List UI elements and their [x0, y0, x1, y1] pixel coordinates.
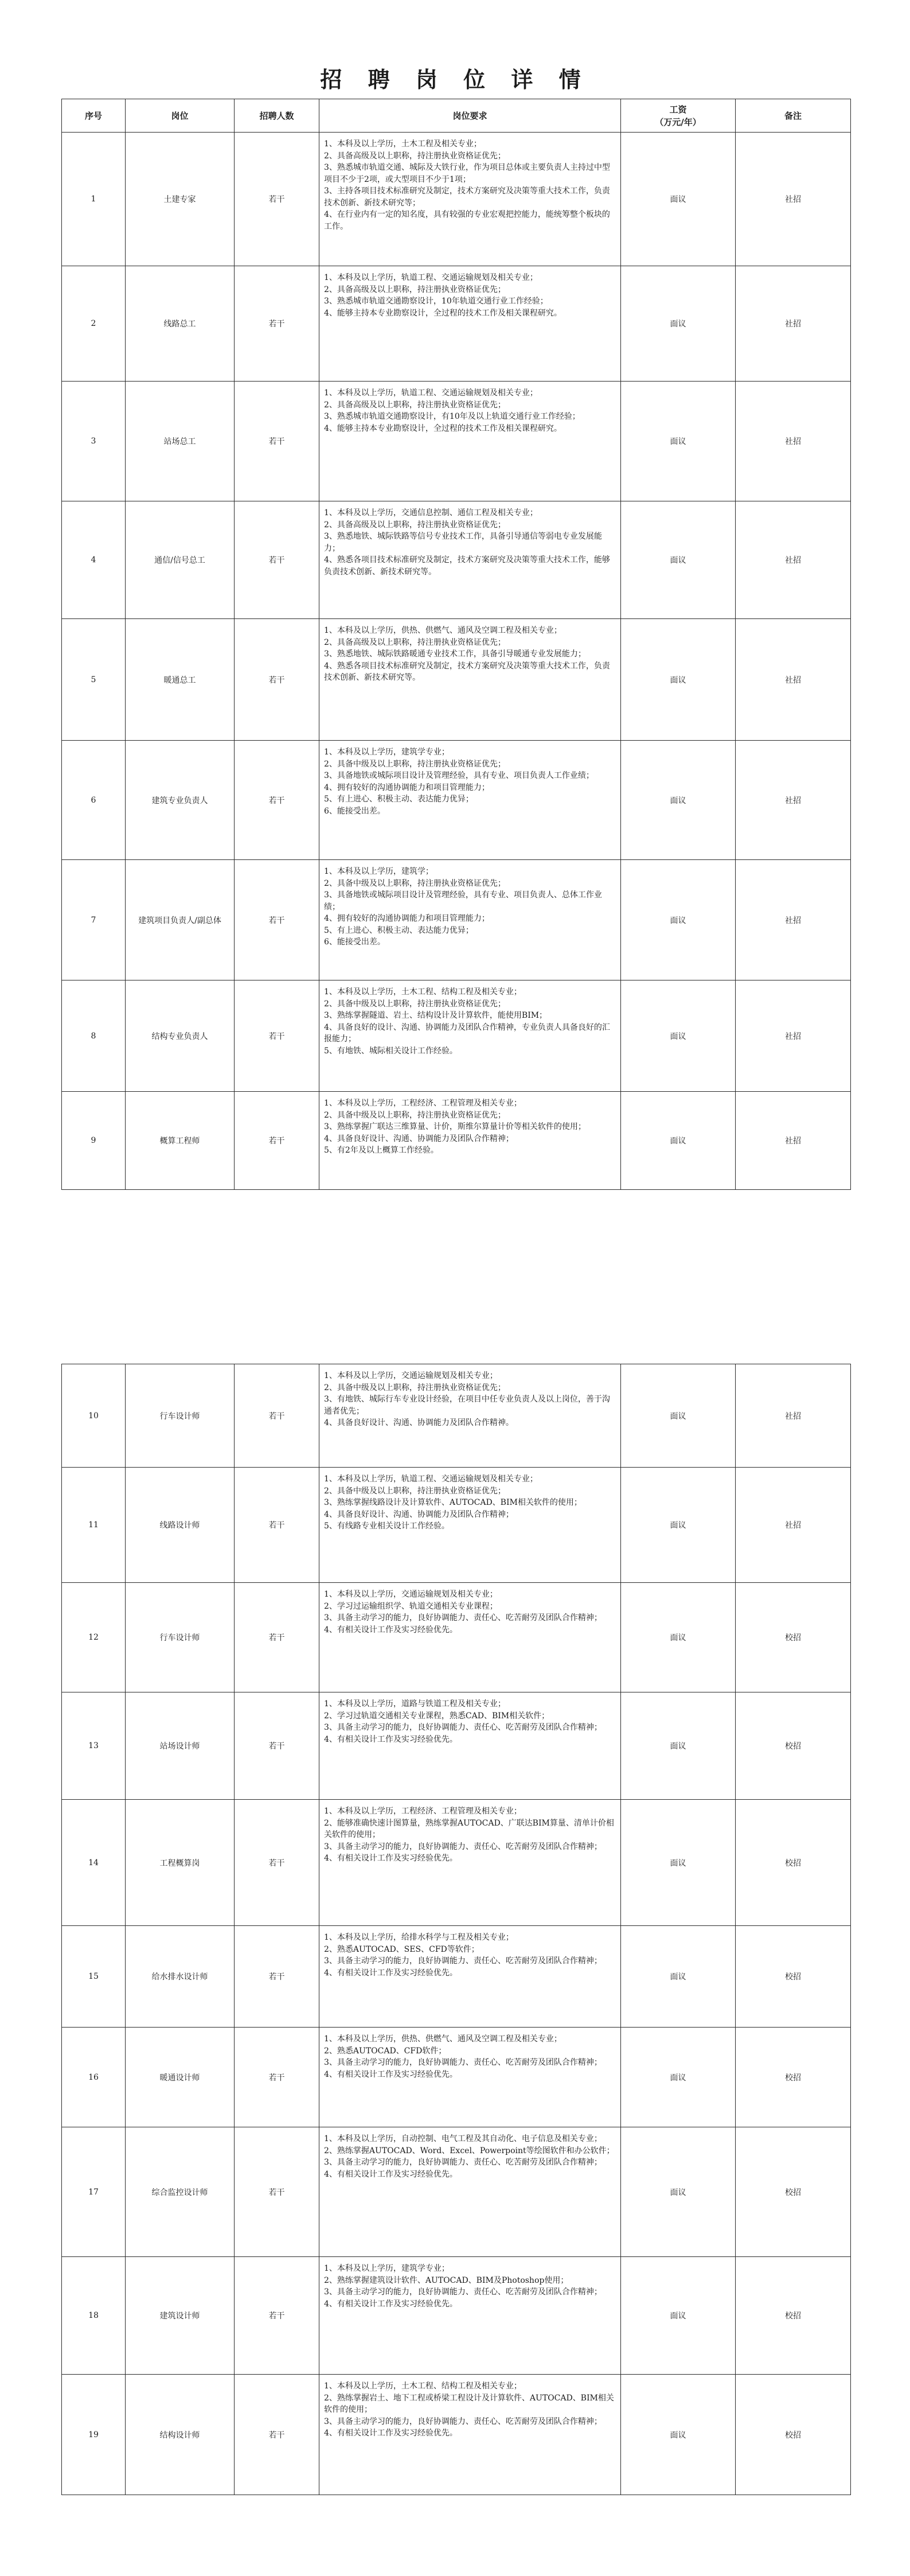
table-row [62, 266, 851, 382]
note: 校招 [736, 1926, 851, 2028]
requirement-line: 3、具备地铁或城际项目设计及管理经验，具有专业、项目负责人工作业绩； [324, 771, 594, 780]
post-name: 线路总工 [126, 266, 235, 382]
note: 校招 [736, 2257, 851, 2375]
requirement-line: 1、本科及以上学历，轨道工程、交通运输规划及相关专业； [324, 273, 538, 282]
table-row [62, 860, 851, 980]
requirement-line: 1、本科及以上学历，建筑学专业； [324, 748, 450, 757]
row-number: 19 [62, 2375, 126, 2495]
requirement-line: 1、本科及以上学历，土木工程、结构工程及相关专业； [324, 2382, 522, 2391]
hiring-count: 若干 [235, 1092, 319, 1190]
header-count: 招聘人数 [235, 99, 319, 133]
post-name: 概算工程师 [126, 1092, 235, 1190]
post-name: 暖通设计师 [126, 2028, 235, 2127]
requirement-line: 2、具备高级及以上职称，持注册执业资格证优先； [324, 520, 506, 530]
table-row [62, 1092, 851, 1190]
requirement-line: 1、本科及以上学历，土木工程及相关专业； [324, 139, 482, 149]
requirement-line: 2、具备高级及以上职称，持注册执业资格证优先； [324, 637, 506, 647]
hiring-count: 若干 [235, 382, 319, 501]
post-name: 结构专业负责人 [126, 980, 235, 1092]
table-row [62, 1583, 851, 1692]
requirement-line: 3、熟悉城市轨道交通勘察设计，有10年及以上轨道交通行业工作经验； [324, 412, 580, 421]
requirement-line: 1、本科及以上学历，工程经济、工程管理及相关专业； [324, 1099, 522, 1108]
requirement-line: 4、有相关设计工作及实习经验优先。 [324, 1968, 458, 1978]
salary: 面议 [621, 2375, 736, 2495]
table-row [62, 2127, 851, 2257]
hiring-count: 若干 [235, 1692, 319, 1800]
note: 社招 [736, 266, 851, 382]
requirement-line: 3、熟练掌握隧道、岩土、结构设计及计算软件，能使用BIM； [324, 1011, 548, 1020]
requirements-cell [319, 501, 621, 619]
row-number: 15 [62, 1926, 126, 2028]
hiring-count: 若干 [235, 1468, 319, 1583]
requirement-line: 6、能接受出差。 [324, 806, 385, 816]
table-row [62, 741, 851, 860]
requirement-line: 1、本科及以上学历，交通运输规划及相关专业； [324, 1590, 498, 1599]
hiring-count: 若干 [235, 980, 319, 1092]
row-number: 5 [62, 619, 126, 741]
salary: 面议 [621, 266, 736, 382]
requirement-line: 4、有相关设计工作及实习经验优先。 [324, 1734, 458, 1744]
jobs-table-part-1 [61, 99, 851, 1190]
requirements-cell [319, 1583, 621, 1692]
row-number: 9 [62, 1092, 126, 1190]
salary: 面议 [621, 2257, 736, 2375]
row-number: 2 [62, 266, 126, 382]
header-post: 岗位 [126, 99, 235, 133]
hiring-count: 若干 [235, 1364, 319, 1468]
requirements-cell [319, 980, 621, 1092]
hiring-count: 若干 [235, 1583, 319, 1692]
requirements-cell [319, 1092, 621, 1190]
post-name: 暖通总工 [126, 619, 235, 741]
row-number: 14 [62, 1800, 126, 1926]
requirement-line: 3、熟悉城市轨道交通、城际及大铁行业，作为项目总体或主要负责人主持过中型项目不少于2项，或大型项目不少于1项； [324, 163, 610, 184]
header-note: 备注 [736, 99, 851, 133]
header-no: 序号 [62, 99, 126, 133]
post-name: 建筑设计师 [126, 2257, 235, 2375]
requirement-line: 4、有相关设计工作及实习经验优先。 [324, 2299, 458, 2309]
salary: 面议 [621, 860, 736, 980]
salary: 面议 [621, 619, 736, 741]
requirement-line: 2、具备中级及以上职称，持注册执业资格证优先； [324, 759, 506, 769]
requirement-line: 2、具备高级及以上职称，持注册执业资格证优先； [324, 285, 506, 294]
table-row [62, 501, 851, 619]
table-row [62, 1364, 851, 1468]
row-number: 6 [62, 741, 126, 860]
requirement-line: 1、本科及以上学历，供热、供燃气、通风及空调工程及相关专业； [324, 626, 562, 635]
hiring-count: 若干 [235, 2375, 319, 2495]
note: 社招 [736, 1092, 851, 1190]
salary: 面议 [621, 382, 736, 501]
note: 校招 [736, 1800, 851, 1926]
requirement-line: 3、熟练掌握广联达三维算量、计价，斯维尔算量计价等相关软件的使用； [324, 1122, 586, 1131]
salary: 面议 [621, 741, 736, 860]
requirements-cell [319, 619, 621, 741]
row-number: 13 [62, 1692, 126, 1800]
post-name: 站场总工 [126, 382, 235, 501]
requirement-line: 5、有上进心、积极主动、表达能力优异； [324, 795, 474, 804]
requirement-line: 2、具备中级及以上职称，持注册执业资格证优先； [324, 1383, 506, 1392]
requirement-line: 1、本科及以上学历，交通信息控制、通信工程及相关专业； [324, 508, 538, 517]
requirement-line: 3、熟练掌握线路设计及计算软件、AUTOCAD、BIM相关软件的使用； [324, 1498, 582, 1507]
row-number: 18 [62, 2257, 126, 2375]
table-row [62, 1692, 851, 1800]
requirement-line: 4、具备良好设计、沟通、协调能力及团队合作精神； [324, 1509, 514, 1519]
table-row [62, 2028, 851, 2127]
salary: 面议 [621, 501, 736, 619]
salary: 面议 [621, 133, 736, 266]
requirement-line: 2、熟悉AUTOCAD、SES、CFD等软件； [324, 1944, 479, 1954]
requirement-line: 4、熟悉各项目技术标准研究及制定，技术方案研究及决策等重大技术工作，负责技术创新、新技术研究等。 [324, 661, 610, 682]
note: 社招 [736, 1468, 851, 1583]
salary: 面议 [621, 1800, 736, 1926]
row-number: 17 [62, 2127, 126, 2257]
table-row [62, 133, 851, 266]
requirement-line: 1、本科及以上学历，道路与铁道工程及相关专业； [324, 1699, 506, 1709]
note: 社招 [736, 619, 851, 741]
row-number: 16 [62, 2028, 126, 2127]
note: 社招 [736, 382, 851, 501]
row-number: 4 [62, 501, 126, 619]
requirements-cell [319, 266, 621, 382]
requirement-line: 4、在行业内有一定的知名度，具有较强的专业宏观把控能力，能统筹整个板块的工作。 [324, 210, 610, 231]
requirement-line: 1、本科及以上学历，交通运输规划及相关专业； [324, 1371, 498, 1380]
requirement-line: 3、具备主动学习的能力，良好协调能力、责任心、吃苦耐劳及团队合作精神； [324, 1842, 602, 1851]
hiring-count: 若干 [235, 501, 319, 619]
requirement-line: 3、熟悉城市轨道交通勘察设计，10年轨道交通行业工作经验； [324, 297, 548, 306]
requirements-cell [319, 1468, 621, 1583]
requirements-cell [319, 382, 621, 501]
note: 社招 [736, 980, 851, 1092]
table-row [62, 980, 851, 1092]
requirement-line: 3、熟悉地铁、城际铁路暖通专业技术工作，具备引导暖通专业发展能力； [324, 649, 586, 659]
requirement-line: 1、本科及以上学历，轨道工程、交通运输规划及相关专业； [324, 388, 538, 398]
requirement-line: 3、有地铁、城际行车专业设计经验，在项目中任专业负责人及以上岗位，善于沟通者优先； [324, 1395, 610, 1416]
requirement-line: 4、具备良好设计、沟通、协调能力及团队合作精神。 [324, 1418, 514, 1427]
requirements-cell [319, 2257, 621, 2375]
row-number: 8 [62, 980, 126, 1092]
note: 校招 [736, 1692, 851, 1800]
note: 社招 [736, 860, 851, 980]
requirement-line: 4、有相关设计工作及实习经验优先。 [324, 2069, 458, 2079]
requirement-line: 2、学习过轨道交通相关专业课程，熟悉CAD、BIM相关软件； [324, 1711, 550, 1721]
table-row [62, 2375, 851, 2495]
note: 校招 [736, 2375, 851, 2495]
salary: 面议 [621, 1692, 736, 1800]
requirement-line: 2、具备高级及以上职称，持注册执业资格证优先； [324, 400, 506, 410]
requirement-line: 4、具备良好设计、沟通、协调能力及团队合作精神； [324, 1134, 514, 1143]
requirement-line: 3、具备主动学习的能力，良好协调能力、责任心、吃苦耐劳及团队合作精神； [324, 2158, 602, 2167]
requirement-line: 3、具备主动学习的能力，良好协调能力、责任心、吃苦耐劳及团队合作精神； [324, 2417, 602, 2426]
row-number: 11 [62, 1468, 126, 1583]
header-requirements: 岗位要求 [319, 99, 621, 133]
requirements-cell [319, 1692, 621, 1800]
hiring-count: 若干 [235, 2257, 319, 2375]
hiring-count: 若干 [235, 2127, 319, 2257]
post-name: 建筑项目负责人/副总体 [126, 860, 235, 980]
hiring-count: 若干 [235, 619, 319, 741]
requirements-cell [319, 860, 621, 980]
post-name: 土建专家 [126, 133, 235, 266]
post-name: 线路设计师 [126, 1468, 235, 1583]
post-name: 站场设计师 [126, 1692, 235, 1800]
table-row [62, 1800, 851, 1926]
requirements-cell [319, 741, 621, 860]
post-name: 结构设计师 [126, 2375, 235, 2495]
requirement-line: 2、熟悉AUTOCAD、CFD软件； [324, 2046, 447, 2056]
requirement-line: 1、本科及以上学历，自动控制、电气工程及其自动化、电子信息及相关专业； [324, 2134, 602, 2143]
requirement-line: 1、本科及以上学历，供热、供燃气、通风及空调工程及相关专业； [324, 2034, 562, 2044]
salary: 面议 [621, 1468, 736, 1583]
requirements-cell [319, 2127, 621, 2257]
note: 校招 [736, 2028, 851, 2127]
note: 社招 [736, 501, 851, 619]
requirement-line: 5、有线路专业相关设计工作经验。 [324, 1522, 450, 1531]
requirement-line: 5、有2年及以上概算工作经验。 [324, 1146, 439, 1155]
post-name: 建筑专业负责人 [126, 741, 235, 860]
requirement-line: 2、具备中级及以上职称，持注册执业资格证优先； [324, 1486, 506, 1496]
hiring-count: 若干 [235, 1926, 319, 2028]
requirement-line: 3、具备主动学习的能力，良好协调能力、责任心、吃苦耐劳及团队合作精神； [324, 2058, 602, 2067]
post-name: 综合监控设计师 [126, 2127, 235, 2257]
row-number: 3 [62, 382, 126, 501]
hiring-count: 若干 [235, 860, 319, 980]
requirements-cell [319, 1800, 621, 1926]
requirement-line: 4、有相关设计工作及实习经验优先。 [324, 2169, 458, 2179]
requirement-line: 1、本科及以上学历，建筑学； [324, 867, 433, 876]
requirement-line: 6、能接受出差。 [324, 937, 385, 947]
requirement-line: 3、具备主动学习的能力，良好协调能力、责任心、吃苦耐劳及团队合作精神； [324, 1723, 602, 1732]
requirement-line: 2、熟练掌握岩土、地下工程或桥梁工程设计及计算软件、AUTOCAD、BIM相关软件的使用； [324, 2393, 614, 2414]
requirement-line: 2、学习过运输组织学、轨道交通相关专业课程； [324, 1601, 498, 1611]
hiring-count: 若干 [235, 266, 319, 382]
page-title: 招 聘 岗 位 详 情 [320, 67, 590, 92]
requirement-line: 4、能够主持本专业勘察设计，全过程的技术工作及相关课程研究。 [324, 308, 562, 318]
requirement-line: 2、能够准确快速计图算量，熟练掌握AUTOCAD、广联达BIM算量、清单计价相关软件的使用； [324, 1818, 614, 1839]
requirement-line: 2、具备中级及以上职称，持注册执业资格证优先； [324, 1110, 506, 1120]
salary: 面议 [621, 1926, 736, 2028]
table-row [62, 619, 851, 741]
requirement-line: 3、具备地铁或城际项目设计及管理经验，具有专业、项目负责人、总体工作业绩； [324, 890, 602, 912]
table-row [62, 1926, 851, 2028]
requirement-line: 3、主持各项目技术标准研究及制定，技术方案研究及决策等重大技术工作，负责技术创新、新技术研究等； [324, 186, 610, 208]
requirement-line: 5、有地铁、城际相关设计工作经验。 [324, 1046, 458, 1056]
note: 社招 [736, 133, 851, 266]
row-number: 10 [62, 1364, 126, 1468]
requirement-line: 2、具备中级及以上职称，持注册执业资格证优先； [324, 999, 506, 1009]
requirement-line: 2、具备高级及以上职称，持注册执业资格证优先； [324, 151, 506, 161]
requirements-cell [319, 1926, 621, 2028]
salary: 面议 [621, 980, 736, 1092]
requirements-cell [319, 2375, 621, 2495]
requirement-line: 2、熟练掌握AUTOCAD、Word、Excel、Powerpoint等绘图软件和办公软件； [324, 2146, 615, 2155]
hiring-count: 若干 [235, 2028, 319, 2127]
requirement-line: 4、具备良好的设计、沟通、协调能力及团队合作精神，专业负责人具备良好的汇报能力； [324, 1022, 610, 1044]
requirement-line: 1、本科及以上学历，土木工程、结构工程及相关专业； [324, 987, 522, 997]
salary: 面议 [621, 2028, 736, 2127]
row-number: 1 [62, 133, 126, 266]
requirement-line: 4、拥有较好的沟通协调能力和项目管理能力； [324, 783, 490, 792]
note: 社招 [736, 741, 851, 860]
requirement-line: 1、本科及以上学历，轨道工程、交通运输规划及相关专业； [324, 1474, 538, 1484]
hiring-count: 若干 [235, 741, 319, 860]
requirement-line: 1、本科及以上学历，给排水科学与工程及相关专业； [324, 1933, 514, 1942]
requirements-cell [319, 2028, 621, 2127]
salary: 面议 [621, 2127, 736, 2257]
post-name: 给水排水设计师 [126, 1926, 235, 2028]
jobs-table-part-2 [61, 1364, 851, 2495]
row-number: 7 [62, 860, 126, 980]
requirements-cell [319, 1364, 621, 1468]
requirement-line: 2、熟练掌握建筑设计软件、AUTOCAD、BIM及Photoshop使用； [324, 2275, 569, 2285]
requirement-line: 5、有上进心、积极主动、表达能力优异； [324, 925, 474, 935]
salary: 面议 [621, 1364, 736, 1468]
requirement-line: 1、本科及以上学历，建筑学专业； [324, 2264, 450, 2273]
requirement-line: 3、具备主动学习的能力，良好协调能力、责任心、吃苦耐劳及团队合作精神； [324, 1956, 602, 1966]
hiring-count: 若干 [235, 133, 319, 266]
table-row [62, 2257, 851, 2375]
requirement-line: 4、拥有较好的沟通协调能力和项目管理能力； [324, 914, 490, 923]
hiring-count: 若干 [235, 1800, 319, 1926]
post-name: 工程概算岗 [126, 1800, 235, 1926]
requirement-line: 3、具备主动学习的能力，良好协调能力、责任心、吃苦耐劳及团队合作精神； [324, 2287, 602, 2297]
post-name: 通信/信号总工 [126, 501, 235, 619]
salary: 面议 [621, 1092, 736, 1190]
requirement-line: 3、具备主动学习的能力，良好协调能力、责任心、吃苦耐劳及团队合作精神； [324, 1613, 602, 1622]
salary: 面议 [621, 1583, 736, 1692]
requirement-line: 4、熟悉各项目技术标准研究及制定，技术方案研究及决策等重大技术工作，能够负责技术创新、新技术研究等。 [324, 555, 610, 577]
table-row [62, 382, 851, 501]
row-number: 12 [62, 1583, 126, 1692]
table-header-row [62, 99, 851, 133]
note: 校招 [736, 2127, 851, 2257]
requirement-line: 4、有相关设计工作及实习经验优先。 [324, 1625, 458, 1635]
note: 校招 [736, 1583, 851, 1692]
requirement-line: 4、能够主持本专业勘察设计，全过程的技术工作及相关课程研究。 [324, 423, 562, 433]
table-row [62, 1468, 851, 1583]
header-salary: 工资 （万元/年） [621, 99, 736, 133]
requirement-line: 2、具备中级及以上职称，持注册执业资格证优先； [324, 878, 506, 888]
post-name: 行车设计师 [126, 1583, 235, 1692]
requirement-line: 3、熟悉地铁、城际铁路等信号专业技术工作，具备引导通信等弱电专业发展能力； [324, 532, 602, 553]
note: 社招 [736, 1364, 851, 1468]
requirement-line: 4、有相关设计工作及实习经验优先。 [324, 2429, 458, 2438]
requirements-cell [319, 133, 621, 266]
requirement-line: 4、有相关设计工作及实习经验优先。 [324, 1854, 458, 1863]
post-name: 行车设计师 [126, 1364, 235, 1468]
requirement-line: 1、本科及以上学历，工程经济、工程管理及相关专业； [324, 1807, 522, 1816]
